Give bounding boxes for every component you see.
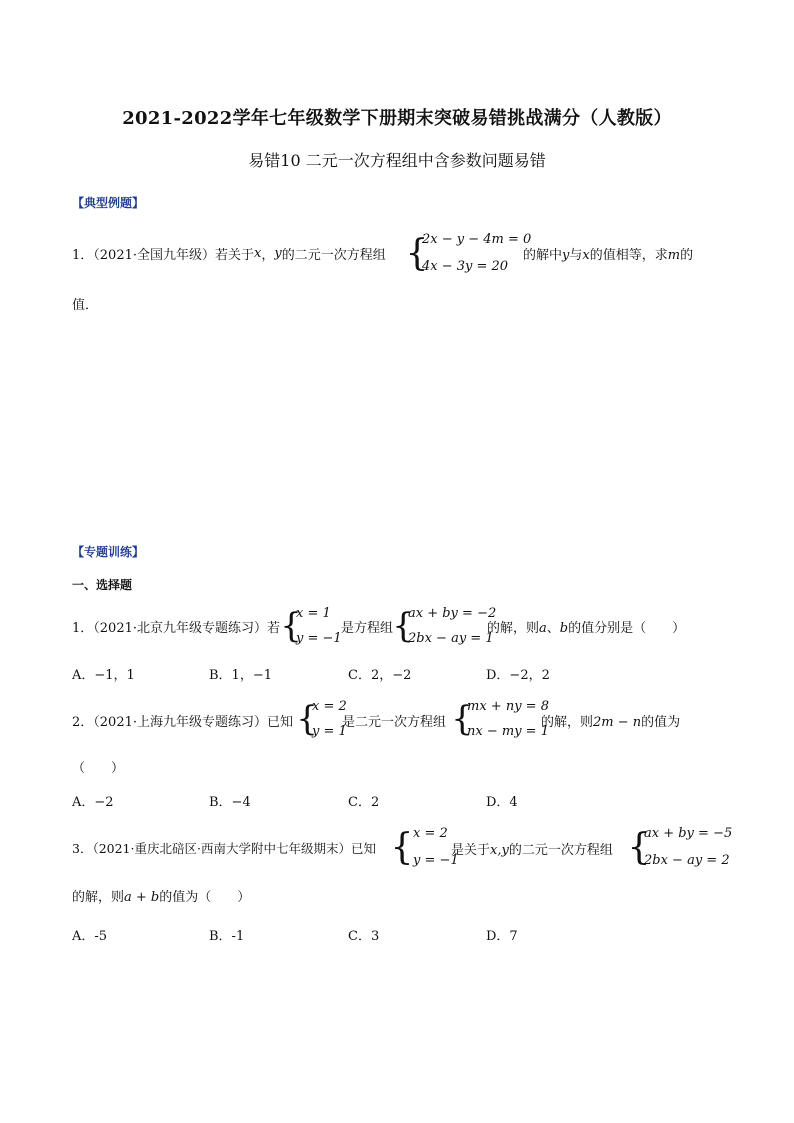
part-heading-choice: 一、选择题 <box>72 578 133 592</box>
var-x: x <box>254 246 262 261</box>
choice-2d[interactable]: D．4 <box>486 795 518 810</box>
var-m: m <box>667 248 681 263</box>
choice-3a[interactable]: A．-5 <box>72 929 108 944</box>
q-mid: 是关于 <box>451 843 491 858</box>
left-brace: { <box>405 232 429 274</box>
equation-2: y = −1 <box>413 853 459 868</box>
training-question-3-mid <box>451 839 613 858</box>
left-brace: { <box>451 699 473 739</box>
choice-2a[interactable]: A．−2 <box>72 795 114 810</box>
left-brace: { <box>280 606 302 646</box>
q-tail: 的值分别是（ ） <box>568 621 686 636</box>
training-question-2-mid: 是二元一次方程组 <box>342 715 447 730</box>
choice-1a[interactable]: A．−1，1 <box>72 668 135 683</box>
equation-2: y = 1 <box>312 724 347 739</box>
q-after4: 的 <box>680 248 694 263</box>
equations <box>408 606 496 646</box>
var-y: y <box>274 246 282 261</box>
equation-1: x = 2 <box>312 699 347 714</box>
var-a: a <box>539 621 547 636</box>
choice-2b[interactable]: B．−4 <box>209 795 251 810</box>
training-question-2-line2: （ ） <box>72 761 125 776</box>
choice-1d[interactable]: D．−2，2 <box>486 668 550 683</box>
equation-2: 2bx − ay = 1 <box>408 631 494 646</box>
equations <box>644 826 732 868</box>
equation-1: x = 2 <box>413 826 448 841</box>
equation-1: ax + by = −2 <box>408 606 497 621</box>
var-b: b <box>559 621 569 636</box>
section-heading-typical: 【典型例题】 <box>72 196 145 210</box>
left-brace: { <box>390 826 414 868</box>
solution-system-q2 <box>296 699 347 739</box>
choice-3b[interactable]: B．-1 <box>209 929 245 944</box>
equation-system-q3 <box>627 826 733 868</box>
q-after2: 与 <box>569 248 583 263</box>
choice-2c[interactable]: C．2 <box>348 795 380 810</box>
training-question-1: 1．（2021·北京九年级专题练习）若 <box>72 621 280 636</box>
equation-2: 4x − 3y = 20 <box>422 259 509 274</box>
equation-1: x = 1 <box>296 606 331 621</box>
var-y-2: y <box>562 248 570 263</box>
q-mid2: 的二元一次方程组 <box>508 843 613 858</box>
training-question-2: 2．（2021·上海九年级专题练习）已知 <box>72 715 293 730</box>
training-question-1-mid: 是方程组 <box>341 621 394 636</box>
equation-2: y = −1 <box>296 631 342 646</box>
left-brace: { <box>392 606 414 646</box>
typical-question-1 <box>72 244 386 263</box>
expr-2m-n: 2m − n <box>593 715 642 730</box>
left-brace: { <box>627 826 651 868</box>
equation-2: nx − my = 1 <box>467 724 549 739</box>
q-sep: ， <box>261 248 275 263</box>
q-sep: 、 <box>546 621 560 636</box>
q-line2b: 的值为（ ） <box>159 890 251 905</box>
vars-xy: x,y <box>490 843 509 858</box>
var-x-2: x <box>582 248 590 263</box>
q-after: 的解，则 <box>541 715 594 730</box>
typical-question-1-tail <box>523 244 693 263</box>
q-tail: 的值为 <box>641 715 681 730</box>
equation-1: mx + ny = 8 <box>467 699 549 714</box>
equation-system-q1 <box>392 606 497 646</box>
solution-system-q3 <box>390 826 459 868</box>
equations <box>296 606 342 646</box>
training-question-3: 3．（2021·重庆北碚区·西南大学附中七年级期末）已知 <box>72 841 376 856</box>
expr-a-plus-b: a + b <box>124 890 160 905</box>
document-subtitle: 易错10 二元一次方程组中含参数问题易错 <box>248 151 546 170</box>
training-question-3-line2 <box>72 886 250 905</box>
choice-3c[interactable]: C．3 <box>348 929 380 944</box>
equation-system-typical <box>405 232 532 274</box>
equations <box>467 699 549 739</box>
equation-system-q2 <box>451 699 549 739</box>
training-question-1-tail <box>487 617 685 636</box>
q-after3: 的值相等，求 <box>589 248 668 263</box>
q-after1: 的解中 <box>523 248 563 263</box>
q-mid: 的二元一次方程组 <box>281 248 386 263</box>
training-question-2-tail <box>541 711 680 730</box>
document-title: 2021-2022学年七年级数学下册期末突破易错挑战满分（人教版） <box>122 108 672 129</box>
section-heading-training: 【专题训练】 <box>72 545 145 559</box>
choice-3d[interactable]: D．7 <box>486 929 518 944</box>
typical-question-1-line2: 值． <box>72 298 99 313</box>
left-brace: { <box>296 699 318 739</box>
q-after: 的解，则 <box>487 621 540 636</box>
equation-1: 2x − y − 4m = 0 <box>422 232 532 247</box>
q-prefix: 1．（2021·全国九年级）若关于 <box>72 248 254 263</box>
q-line2a: 的解，则 <box>72 890 125 905</box>
choice-1c[interactable]: C．2，−2 <box>348 668 412 683</box>
equations <box>422 232 531 274</box>
choice-1b[interactable]: B．1，−1 <box>209 668 272 683</box>
equation-1: ax + by = −5 <box>644 826 733 841</box>
equation-2: 2bx − ay = 2 <box>644 853 730 868</box>
solution-system-q1 <box>280 606 342 646</box>
